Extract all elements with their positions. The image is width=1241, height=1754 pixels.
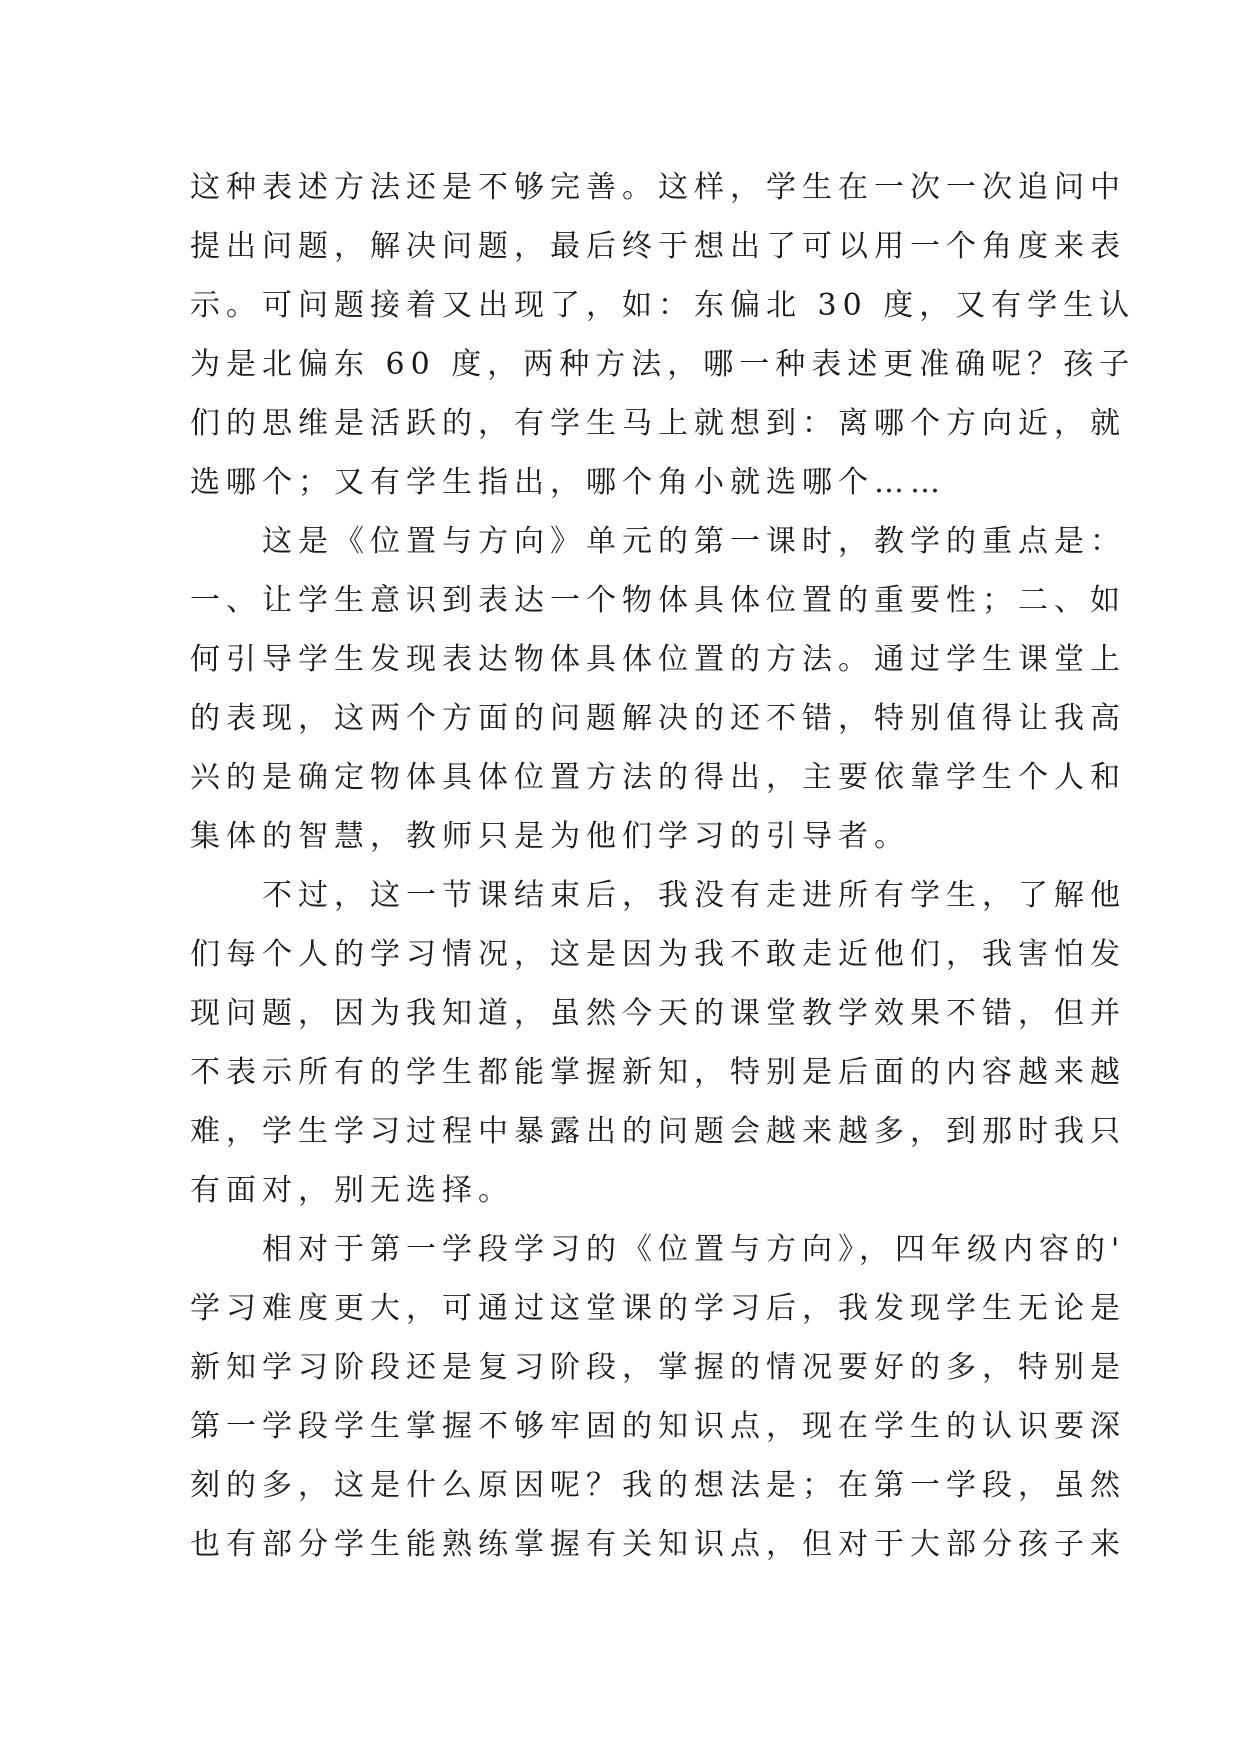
- text-line: 有面对，别无选择。: [190, 1173, 514, 1208]
- text-line: 兴的是确定物体具体位置方法的得出，主要依靠学生个人和: [190, 760, 1126, 795]
- paragraph-1: [190, 158, 1136, 512]
- text-line: 集体的智慧，教师只是为他们学习的引导者。: [190, 819, 910, 854]
- text-line: 们每个人的学习情况，这是因为我不敢走近他们，我害怕发: [190, 937, 1126, 972]
- text-line: 相对于第一学段学习的《位置与方向》，四年级内容的': [190, 1232, 1126, 1267]
- text-line: 提出问题，解决问题，最后终于想出了可以用一个角度来表: [190, 229, 1126, 264]
- text-line: 为是北偏东 60 度，两种方法，哪一种表述更准确呢？孩子: [190, 347, 1136, 382]
- text-line: 们的思维是活跃的，有学生马上就想到：离哪个方向近，就: [190, 406, 1126, 441]
- document-body: [190, 158, 1136, 1574]
- text-line: 现问题，因为我知道，虽然今天的课堂教学效果不错，但并: [190, 996, 1126, 1031]
- paragraph-2: [190, 512, 1126, 866]
- text-line: 第一学段学生掌握不够牢固的知识点，现在学生的认识要深: [190, 1409, 1126, 1444]
- text-line: 不表示所有的学生都能掌握新知，特别是后面的内容越来越: [190, 1055, 1126, 1090]
- text-line: 难，学生学习过程中暴露出的问题会越来越多，到那时我只: [190, 1114, 1126, 1149]
- paragraph-3: [190, 866, 1126, 1220]
- text-line: 一、让学生意识到表达一个物体具体位置的重要性；二、如: [190, 583, 1126, 618]
- text-line: 刻的多，这是什么原因呢？我的想法是；在第一学段，虽然: [190, 1468, 1126, 1503]
- text-line: 学习难度更大，可通过这堂课的学习后，我发现学生无论是: [190, 1291, 1126, 1326]
- text-line: 示。可问题接着又出现了，如：东偏北 30 度，又有学生认: [190, 288, 1136, 323]
- paragraph-4: [190, 1220, 1126, 1574]
- text-line: 选哪个；又有学生指出，哪个角小就选哪个……: [190, 465, 946, 500]
- text-line: 新知学习阶段还是复习阶段，掌握的情况要好的多，特别是: [190, 1350, 1126, 1385]
- text-line: 这种表述方法还是不够完善。这样，学生在一次一次追问中: [190, 170, 1126, 205]
- text-line: 的表现，这两个方面的问题解决的还不错，特别值得让我高: [190, 701, 1126, 736]
- text-line: 也有部分学生能熟练掌握有关知识点，但对于大部分孩子来: [190, 1527, 1126, 1562]
- text-line: 这是《位置与方向》单元的第一课时，教学的重点是：: [190, 524, 1126, 559]
- text-line: 不过，这一节课结束后，我没有走进所有学生，了解他: [190, 878, 1126, 913]
- text-line: 何引导学生发现表达物体具体位置的方法。通过学生课堂上: [190, 642, 1126, 677]
